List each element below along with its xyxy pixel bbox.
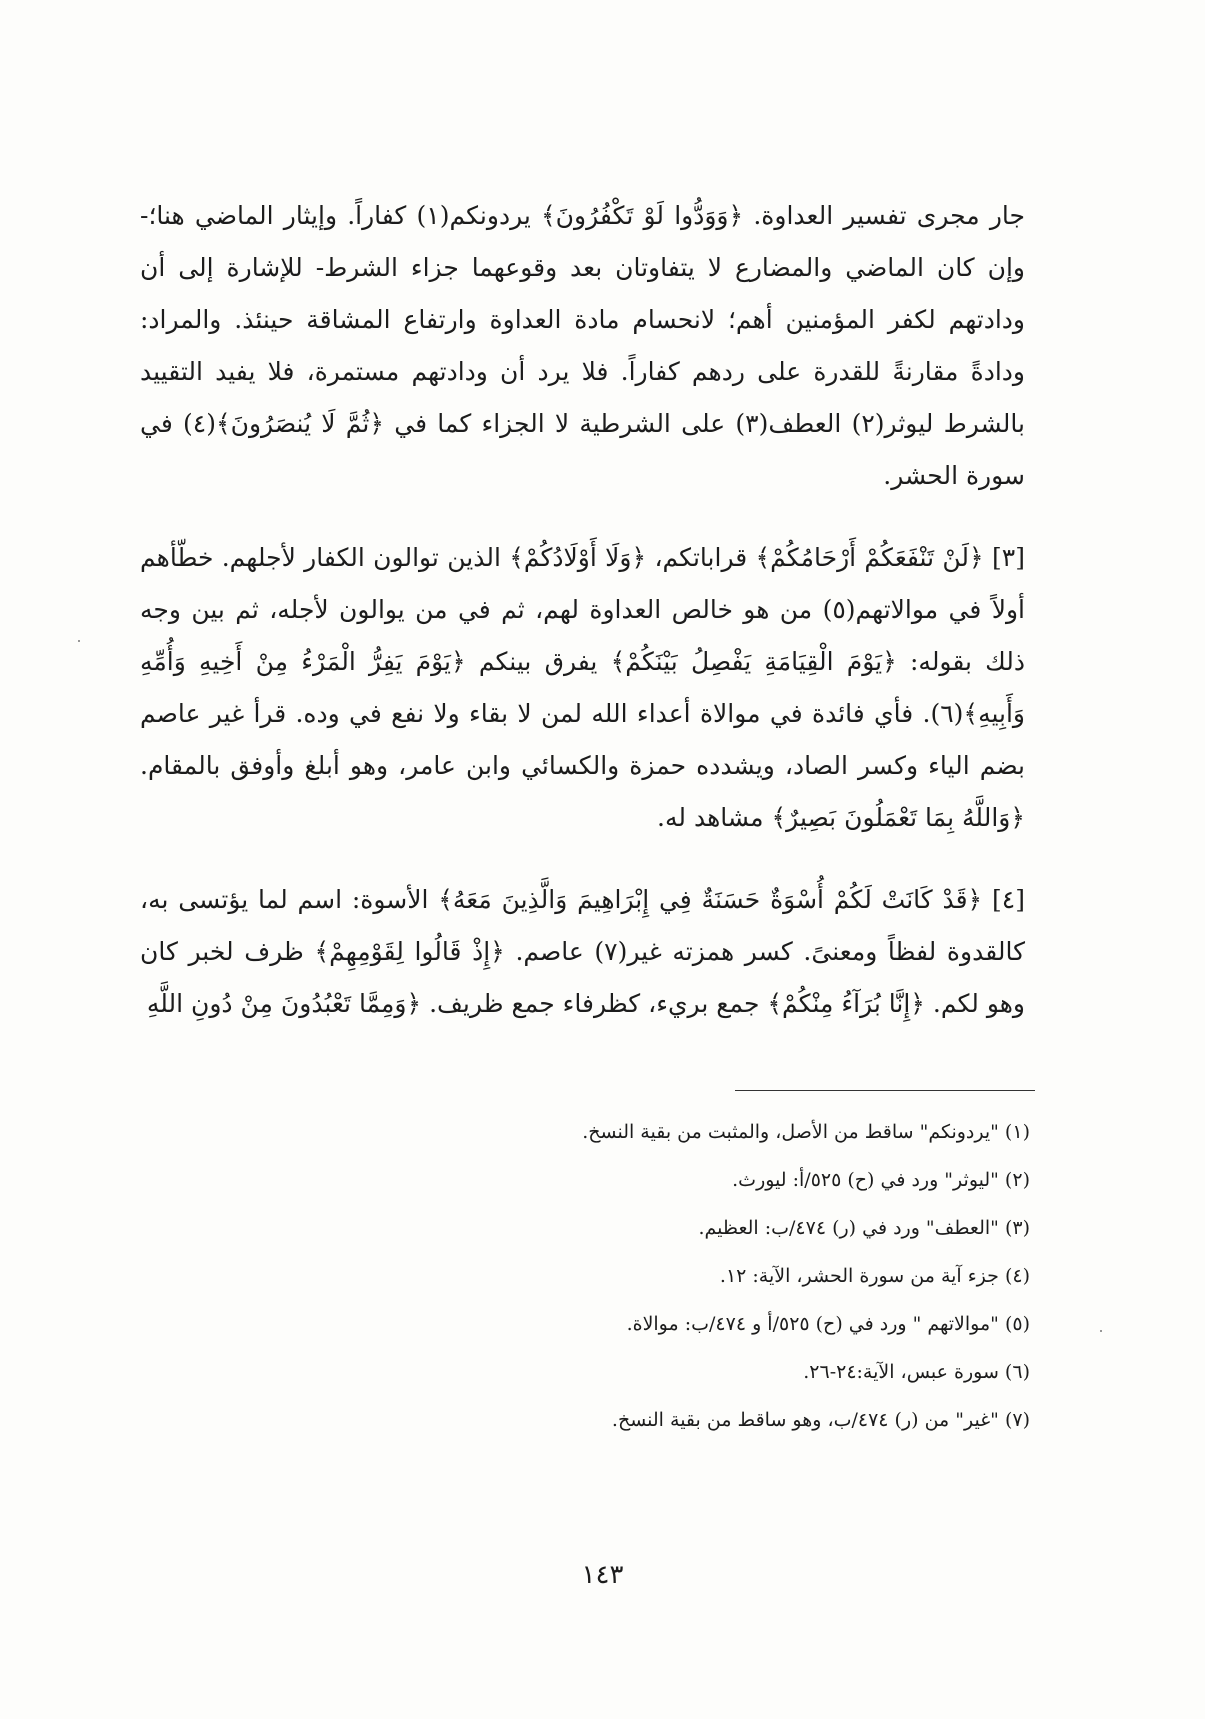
paragraph-number: [٣] — [992, 543, 1025, 572]
footnote-6: (٦) سورة عبس، الآية:٢٤-٢٦. — [803, 1361, 1030, 1383]
paragraph-2 — [140, 532, 1025, 844]
page-number: ١٤٣ — [581, 1560, 624, 1590]
footnote-4: (٤) جزء آية من سورة الحشر، الآية: ١٢. — [719, 1265, 1030, 1287]
footnote-2: (٢) "ليوثر" ورد في (ح) ٥٢٥/أ: ليورث. — [732, 1169, 1030, 1191]
main-text — [140, 190, 1025, 1030]
footnote-3: (٣) "العطف" ورد في (ر) ٤٧٤/ب: العظيم. — [698, 1217, 1030, 1239]
paragraph-text: جار مجرى تفسير العداوة. ﴿وَوَدُّوا لَوْ تَكْفُرُونَ﴾ يردونكم(١) كفاراً. وإيثار الماضي هنا؛- وإن كان الماضي والمضارع لا يتفاوتان بعد وقوعهما جزاء الشرط- للإشارة إلى أن ودادتهم لكفر المؤمنين أهم؛ لانحسام مادة العداوة وارتفاع المشاقة حينئذ. والمراد: ودادةً مقارنةً للقدرة على ردهم كفاراً. فلا يرد أن ودادتهم مستمرة، فلا يفيد التقييد بالشرط ليوثر(٢) العطف(٣) على الشرطية لا الجزاء كما في ﴿ثُمَّ لَا يُنصَرُونَ﴾(٤) في سورة الحشر. — [140, 201, 1026, 490]
scan-speck — [1100, 1330, 1102, 1332]
footnotes — [330, 1108, 1030, 1444]
paragraph-text: ﴿قَدْ كَانَتْ لَكُمْ أُسْوَةٌ حَسَنَةٌ فِي إِبْرَاهِيمَ وَالَّذِينَ مَعَهُ﴾ الأسوة: اسم لما يؤتسى به، كالقدوة لفظاً ومعنىً. كسر همزته غير(٧) عاصم. ﴿إِذْ قَالُوا لِقَوْمِهِمْ﴾ ظرف لخبر كان وهو لكم. ﴿إِنَّا بُرَآءُ مِنْكُمْ﴾ جمع بريء، كظرفاء جمع ظريف. ﴿وَمِمَّا تَعْبُدُونَ مِنْ دُونِ اللَّهِ — [140, 885, 1025, 1018]
footnote-separator — [735, 1090, 1035, 1091]
footnote-7: (٧) "غير" من (ر) ٤٧٤/ب، وهو ساقط من بقية النسخ. — [611, 1409, 1030, 1431]
footnote-1: (١) "يردونكم" ساقط من الأصل، والمثبت من بقية النسخ. — [582, 1121, 1030, 1143]
footnote-5: (٥) "موالاتهم " ورد في (ح) ٥٢٥/أ و ٤٧٤/ب: موالاة. — [626, 1313, 1030, 1335]
paragraph-3 — [140, 874, 1025, 1030]
paragraph-1 — [140, 190, 1025, 502]
paragraph-number: [٤] — [992, 885, 1025, 914]
scan-speck — [78, 640, 80, 642]
paragraph-text: ﴿لَنْ تَنْفَعَكُمْ أَرْحَامُكُمْ﴾ قراباتكم، ﴿وَلَا أَوْلَادُكُمْ﴾ الذين توالون الكفار لأجلهم. خطّأهم أولاً في موالاتهم(٥) من هو خالص العداوة لهم، ثم في من يوالون لأجله، ثم بين وجه ذلك بقوله: ﴿يَوْمَ الْقِيَامَةِ يَفْصِلُ بَيْنَكُمْ﴾ يفرق بينكم ﴿يَوْمَ يَفِرُّ الْمَرْءُ مِنْ أَخِيهِ وَأُمِّهِ وَأَبِيهِ﴾(٦). فأي فائدة في موالاة أعداء الله لمن لا بقاء ولا نفع في وده. قرأ غير عاصم بضم الياء وكسر الصاد، ويشدده حمزة والكسائي وابن عامر، وهو أبلغ وأوفق بالمقام. ﴿وَاللَّهُ بِمَا تَعْمَلُونَ بَصِيرٌ﴾ مشاهد له. — [140, 543, 1025, 832]
